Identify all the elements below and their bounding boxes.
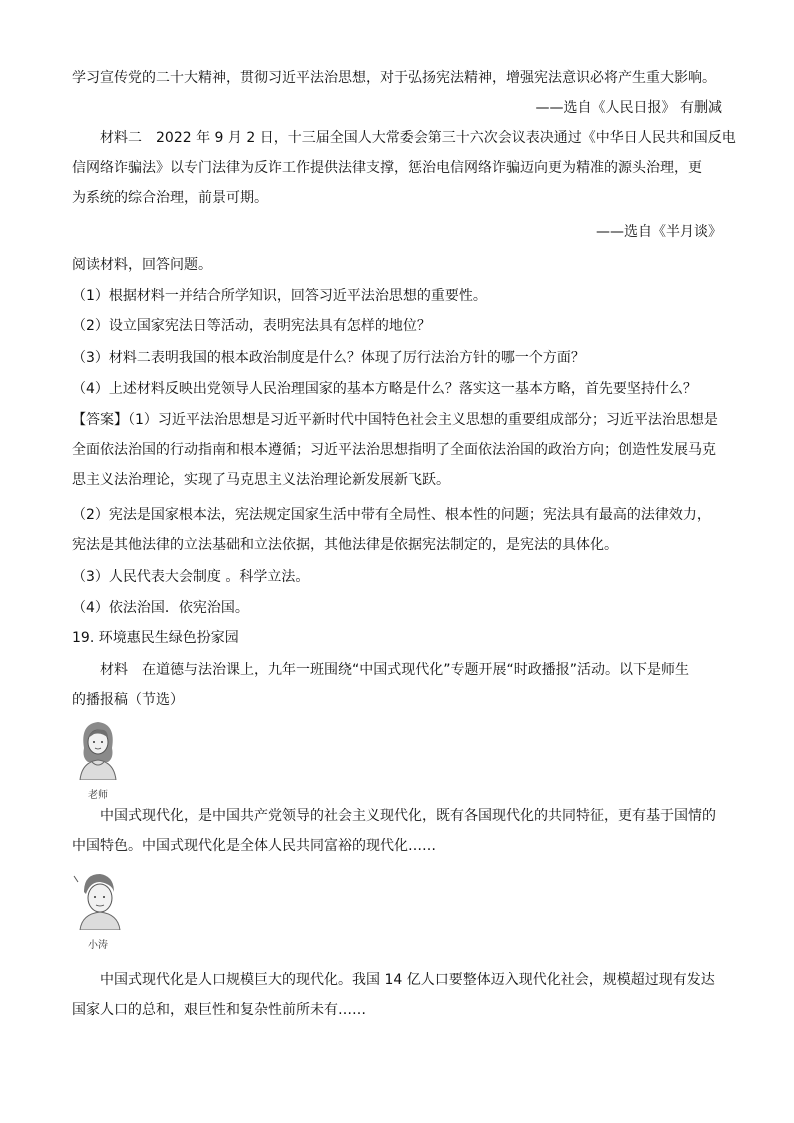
question-2: （2）设立国家宪法日等活动，表明宪法具有怎样的地位？ [72, 318, 431, 334]
answer-line-7: （4）依法治国．依宪治国。 [72, 600, 249, 616]
student-speech-line-1: 中国式现代化是人口规模巨大的现代化。我国 14 亿人口要整体迈入现代化社会，规模超过现有发达 [100, 972, 715, 988]
answer-line-3: 思主义法治理论，实现了马克思主义法治理论新发展新飞跃。 [72, 472, 450, 488]
question-19-title: 19. 环境惠民生绿色扮家园 [72, 630, 239, 646]
q19-material-line-2: 的播报稿（节选） [72, 692, 184, 708]
teacher-caption: 老师 [88, 790, 108, 801]
teacher-speech-line-1: 中国式现代化，是中国共产党领导的社会主义现代化，既有各国现代化的共同特征，更有基于国情的 [100, 808, 716, 824]
student-figure [72, 870, 124, 951]
student-illustration [72, 870, 124, 930]
answer-line-2: 全面依法治国的行动指南和根本遵循；习近平法治思想指明了全面依法治国的政治方向；创造性发展马克 [72, 442, 716, 458]
material2-line-3: 为系统的综合治理，前景可期。 [72, 190, 268, 206]
teacher-speech-line-2: 中国特色。中国式现代化是全体人民共同富裕的现代化…… [72, 838, 436, 854]
teacher-figure [74, 718, 122, 801]
instruction: 阅读材料，回答问题。 [72, 257, 212, 273]
q19-material-line-1: 材料 在道德与法治课上，九年一班围绕“中国式现代化”专题开展“时政播报”活动。以下是师生 [100, 662, 690, 678]
answer-line-6: （3）人民代表大会制度 。科学立法。 [72, 569, 310, 585]
question-1: （1）根据材料一并结合所学知识，回答习近平法治思想的重要性。 [72, 288, 487, 304]
answer-line-1: 【答案】（1）习近平法治思想是习近平新时代中国特色社会主义思想的重要组成部分；习近平法治思想是 [72, 412, 718, 428]
source-banyuetan: ——选自《半月谈》 [596, 224, 722, 240]
student-speech-line-2: 国家人口的总和，艰巨性和复杂性前所未有…… [72, 1002, 366, 1018]
question-4: （4）上述材料反映出党领导人民治理国家的基本方略是什么？落实这一基本方略，首先要坚持什么？ [72, 381, 697, 397]
source-renmin-ribao: ——选自《人民日报》 有删减 [535, 100, 722, 116]
answer-line-4: （2）宪法是国家根本法，宪法规定国家生活中带有全局性、根本性的问题；宪法具有最高的法律效力， [72, 507, 711, 523]
student-caption: 小涛 [88, 940, 108, 951]
material1-end: 学习宣传党的二十大精神，贯彻习近平法治思想，对于弘扬宪法精神，增强宪法意识必将产生重大影响。 [72, 70, 716, 86]
question-3: （3）材料二表明我国的根本政治制度是什么？体现了厉行法治方针的哪一个方面？ [72, 350, 585, 366]
material2-line-1: 材料二 2022 年 9 月 2 日，十三届全国人大常委会第三十六次会议表决通过《中华日人民共和国反电 [100, 130, 736, 146]
answer-line-5: 宪法是其他法律的立法基础和立法依据，其他法律是依据宪法制定的，是宪法的具体化。 [72, 537, 618, 553]
teacher-illustration [74, 718, 122, 780]
material2-line-2: 信网络诈骗法》以专门法律为反诈工作提供法律支撑，惩治电信网络诈骗迈向更为精准的源头治理，更 [72, 160, 702, 176]
